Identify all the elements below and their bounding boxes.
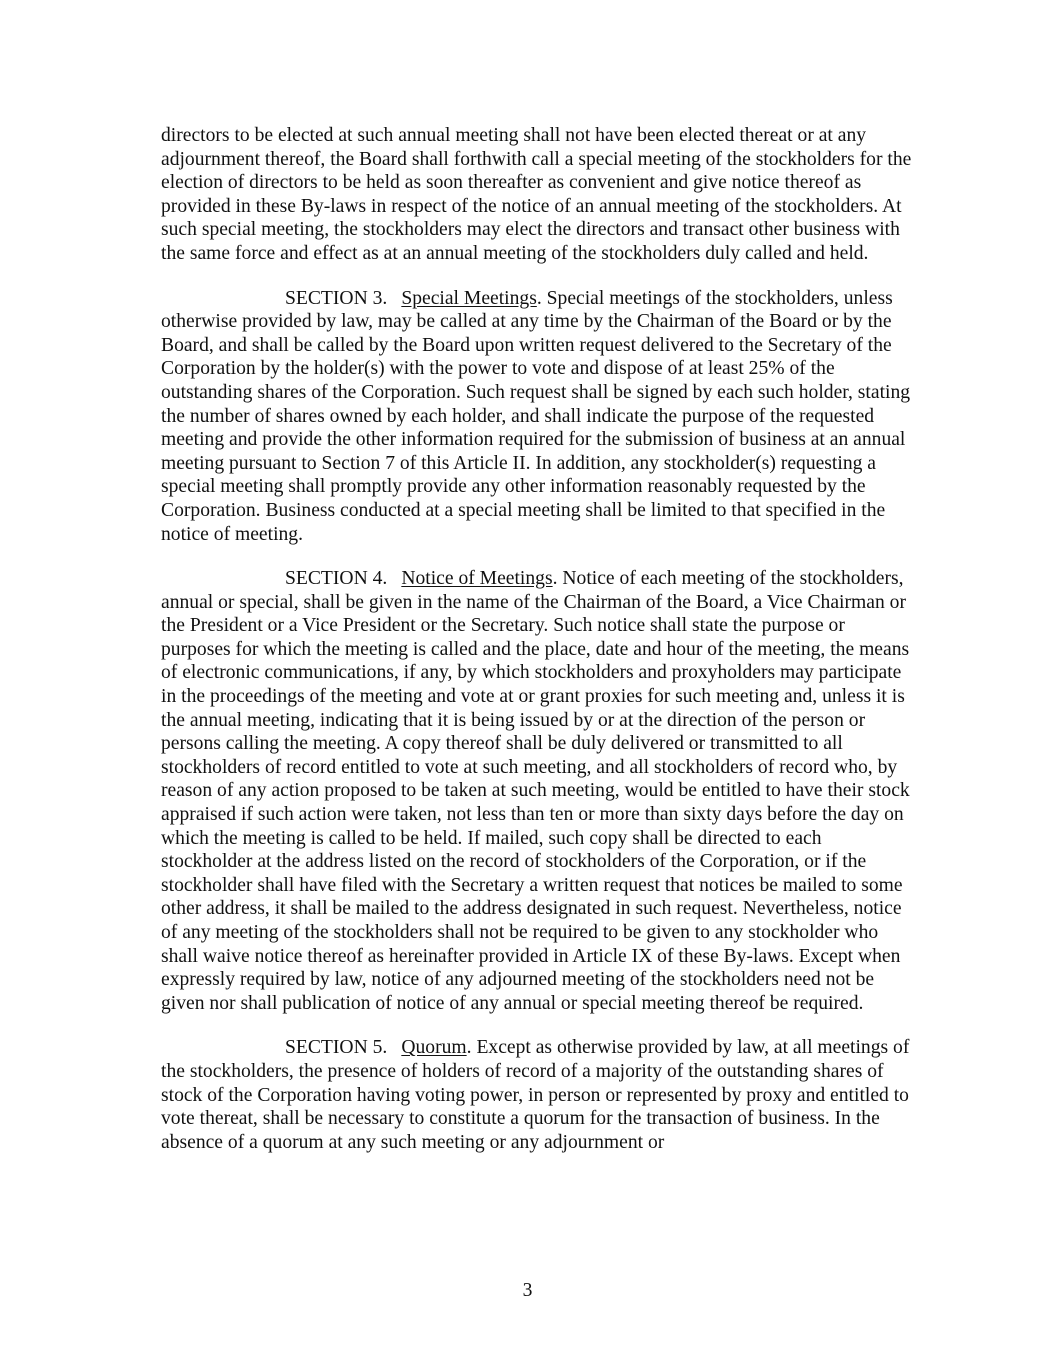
section-3-label: SECTION 3. xyxy=(285,287,388,309)
continuation-paragraph: directors to be elected at such annual meeting shall not have been elected thereat or at any adjournment thereof, the Board shall forthwith call a special meeting of the stockholders for the election of directors to be held as soon thereafter as convenient and give notice thereof as provided in these By-laws in respect of the notice of an annual meeting of the stockholders. At such special meeting, the stockholders may elect the directors and transact other business with the same force and effect as at an annual meeting of the stockholders duly called and held. xyxy=(161,125,912,264)
section-4-label: SECTION 4. xyxy=(285,568,388,590)
section-3-title: Special Meetings xyxy=(401,287,537,309)
page-number: 3 xyxy=(522,1280,533,1301)
section-3-paragraph xyxy=(161,287,913,547)
section-5-title: Quorum xyxy=(401,1037,467,1059)
section-5-paragraph xyxy=(161,1036,913,1154)
section-4-paragraph xyxy=(161,567,913,1015)
document-page xyxy=(161,124,913,1175)
section-5-label: SECTION 5. xyxy=(285,1037,388,1059)
section-5-body: . Except as otherwise provided by law, at all meetings of the stockholders, the presence of holders of record of a majority of the outstanding shares of stock of the Corporation having voting power, in person or represented by proxy and entitled to vote thereat, shall be necessary to constitute a quorum for the transaction of business. In the absence of a quorum at any such meeting or any adjournment or xyxy=(161,1037,910,1153)
section-4-body: . Notice of each meeting of the stockholders, annual or special, shall be given in the name of the Chairman of the Board, a Vice Chairman or the President or a Vice President or the Secretary. Such notice shall state the purpose or purposes for which the meeting is called and the place, date and hour of the meeting, the means of electronic communications, if any, by which stockholders and proxyholders may participate in the proceedings of the meeting and vote at or grant proxies for such meeting and, unless it is the annual meeting, indicating that it is being issued by or at the direction of the person or persons calling the meeting. A copy thereof shall be duly delivered or transmitted to all stockholders of record entitled to vote at such meeting, and all stockholders of record who, by reason of any action proposed to be taken at such meeting, would be entitled to have their stock appraised if such action were taken, not less than ten or more than sixty days before the day on which the meeting is called to be held. If mailed, such copy shall be directed to each stockholder at the address listed on the record of stockholders of the Corporation, or if the stockholder shall have filed with the Secretary a written request that notices be mailed to some other address, it shall be mailed to the address designated in such request. Nevertheless, notice of any meeting of the stockholders shall not be required to be given to any stockholder who shall waive notice thereof as hereinafter provided in Article IX of these By-laws. Except when expressly required by law, notice of any adjourned meeting of the stockholders need not be given nor shall publication of notice of any annual or special meeting thereof be required. xyxy=(161,568,910,1014)
section-3-body: . Special meetings of the stockholders, unless otherwise provided by law, may be called at any time by the Chairman of the Board or by the Board, and shall be called by the Board upon written request delivered to the Secretary of the Corporation by the holder(s) with the power to vote and dispose of at least 25% of the outstanding shares of the Corporation. Such request shall be signed by each such holder, stating the number of shares owned by each holder, and shall indicate the purpose of the requested meeting and provide the other information required for the submission of business at an annual meeting pursuant to Section 7 of this Article II. In addition, any stockholder(s) requesting a special meeting shall promptly provide any other information reasonably requested by the Corporation. Business conducted at a special meeting shall be limited to that specified in the notice of meeting. xyxy=(161,287,911,545)
section-4-title: Notice of Meetings xyxy=(401,568,553,590)
